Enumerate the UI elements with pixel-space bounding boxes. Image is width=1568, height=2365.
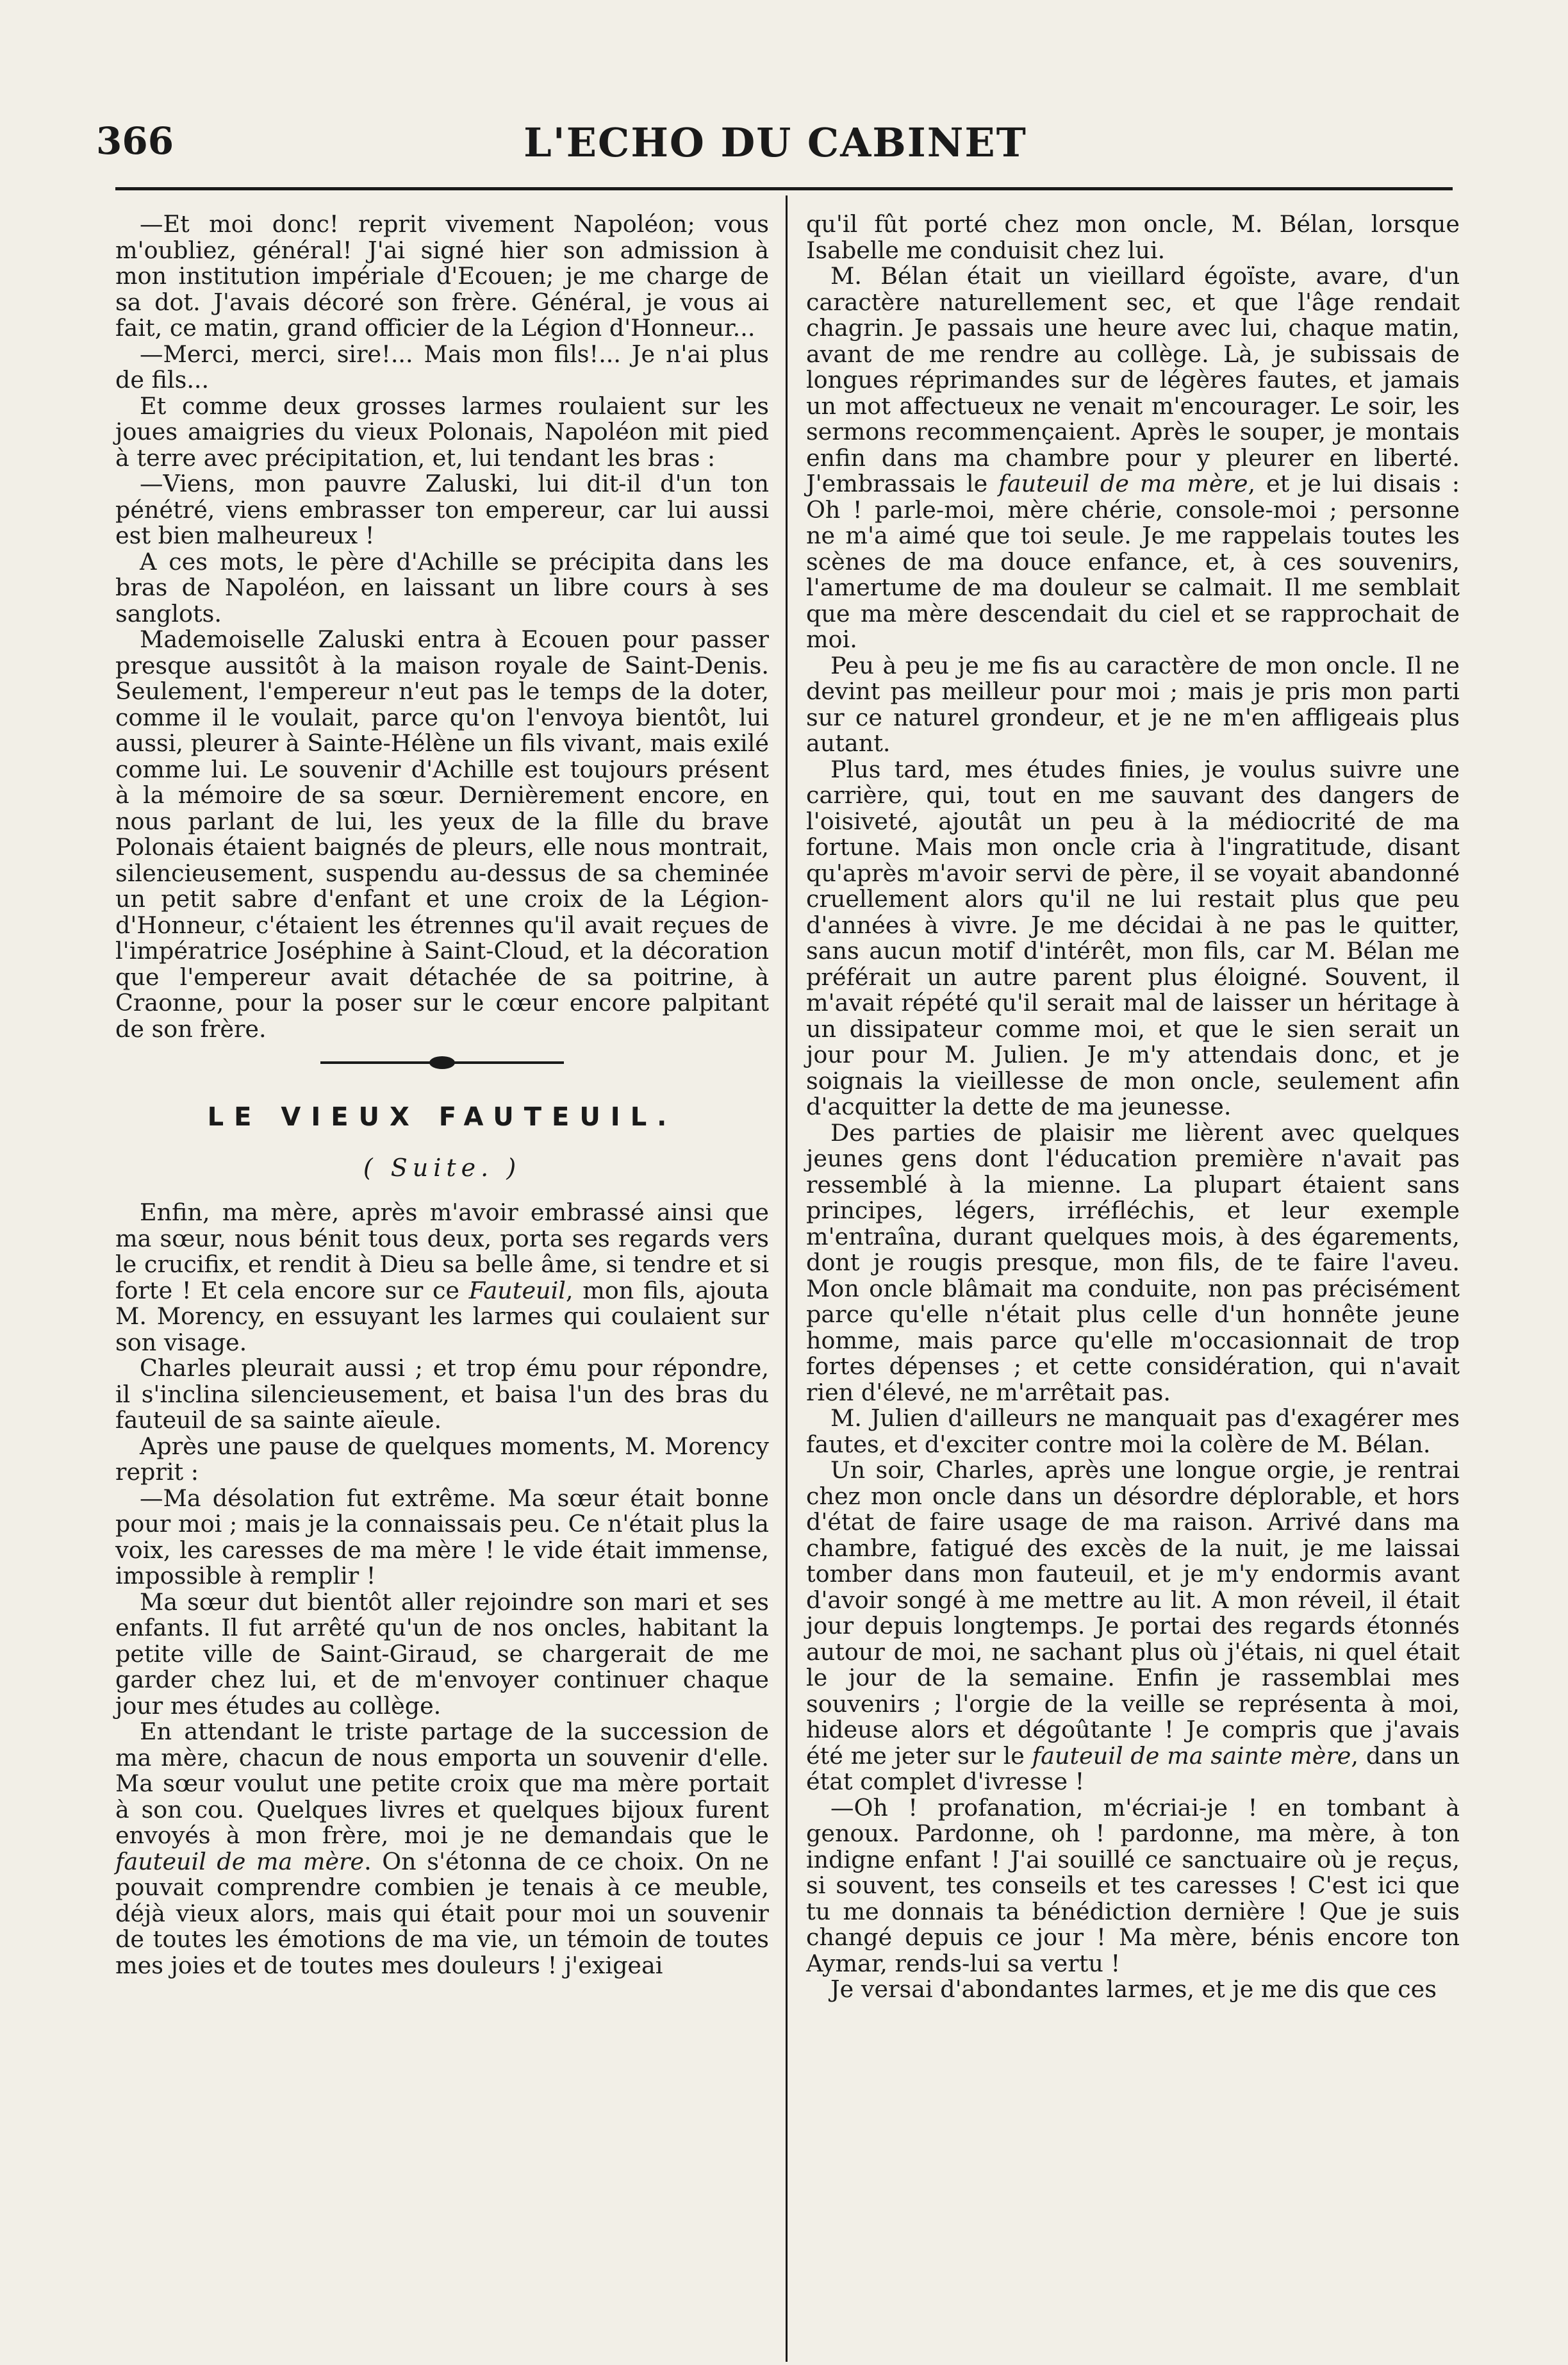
paragraph: A ces mots, le père d'Achille se précipita dans les bras de Napoléon, en laissant un libre cours à ses sanglots. xyxy=(115,547,769,627)
page-header xyxy=(96,106,1455,177)
paragraph: Enfin, ma mère, après m'avoir embrassé ainsi que ma sœur, nous bénit tous deux, porta ses regards vers le crucifix, et rendit à Dieu sa belle âme, si tendre et si forte ! Et cela encore sur ce Fauteuil, mon fils, ajouta M. Morency, en essuyant les larmes qui coulaient sur son visage. xyxy=(115,1199,769,1356)
paragraph: Peu à peu je me fis au caractère de mon oncle. Il ne devint pas meilleur pour moi ; mais je pris mon parti sur ce naturel grondeur, et je ne m'en affligeais plus autant. xyxy=(806,651,1460,757)
paragraph: Charles pleurait aussi ; et trop ému pour répondre, il s'inclina silencieusement, et baisa l'un des bras du fauteuil de sa sainte aïeule. xyxy=(115,1354,769,1434)
paragraph: En attendant le triste partage de la succession de ma mère, chacun de nous emporta un souvenir d'elle. Ma sœur voulut une petite croix que ma mère portait à son cou. Quelques livres et quelques bijoux furent envoyés à mon frère, moi je ne demandais que le fauteuil de ma mère. On s'étonna de ce choix. On ne pouvait comprendre combien je tenais à ce meuble, déjà vieux alors, mais qui était pour moi un souvenir de toutes les émotions de ma vie, un témoin de toutes mes joies et de toutes mes douleurs ! j'exigeai xyxy=(115,1718,769,1979)
paragraph: —Merci, merci, sire!... Mais mon fils!... Je n'ai plus de fils... xyxy=(115,340,769,394)
paragraph: —Viens, mon pauvre Zaluski, lui dit-il d'un ton pénétré, viens embrasser ton empereur, car lui aussi est bien malheureux ! xyxy=(115,470,769,549)
paragraph-continued: qu'il fût porté chez mon oncle, M. Bélan, lorsque Isabelle me conduisit chez lui. xyxy=(806,210,1460,264)
page-number: 366 xyxy=(96,119,174,163)
paragraph: Ma sœur dut bientôt aller rejoindre son mari et ses enfants. Il fut arrêté qu'un de nos oncles, habitant la petite ville de Saint-Giraud, se chargerait de me garder chez lui, et de m'envoyer continuer chaque jour mes études au collège. xyxy=(115,1588,769,1720)
paragraph: —Oh ! profanation, m'écriai-je ! en tombant à genoux. Pardonne, oh ! pardonne, ma mère, à ton indigne enfant ! J'ai souillé ce sanctuaire où je reçus, si souvent, tes conseils et tes caresses ! C'est ici que tu me donnais ta bénédiction dernière ! Que je suis changé depuis ce jour ! Ma mère, bénis encore ton Aymar, rends-lui sa vertu ! xyxy=(806,1793,1460,1977)
paragraph: Mademoiselle Zaluski entra à Ecouen pour passer presque aussitôt à la maison royale de Saint-Denis. Seulement, l'empereur n'eut pas le temps de la doter, comme il le voulait, parce qu'on l'envoya bientôt, lui aussi, pleurer à Sainte-Hélène un fils vivant, mais exilé comme lui. Le souvenir d'Achille est toujours présent à la mémoire de sa sœur. Dernièrement encore, en nous parlant de lui, les yeux de la fille du brave Polonais étaient baignés de pleurs, elle nous montrait, silencieusement, suspendu au-dessus de sa cheminée un petit sabre d'enfant et une croix de la Légion-d'Honneur, c'étaient les étrennes qu'il avait reçues de l'impératrice Joséphine à Saint-Cloud, et la décoration que l'empereur avait détachée de sa poitrine, à Craonne, pour la poser sur le cœur encore palpitant de son frère. xyxy=(115,626,769,1043)
paragraph: Un soir, Charles, après une longue orgie, je rentrai chez mon oncle dans un désordre déplorable, et hors d'état de faire usage de ma raison. Arrivé dans ma chambre, fatigué des excès de la nuit, je me laissai tomber dans mon fauteuil, et je m'y endormis avant d'avoir songé à me mettre au lit. A mon réveil, il était jour depuis longtemps. Je portai des regards étonnés autour de moi, ne sachant plus où j'étais, ni quel était le jour de la semaine. Enfin je rassemblai mes souvenirs ; l'orgie de la veille se représenta à moi, hideuse alors et dégoûtante ! Je compris que j'avais été me jeter sur le fauteuil de ma sainte mère, dans un état complet d'ivresse ! xyxy=(806,1456,1460,1795)
paragraph: Je versai d'abondantes larmes, et je me dis que ces xyxy=(830,1975,1437,2003)
paragraph: —Ma désolation fut extrême. Ma sœur était bonne pour moi ; mais je la connaissais peu. Ce n'était plus la voix, les caresses de ma mère ! le vide était immense, impossible à remplir ! xyxy=(115,1484,769,1589)
section-subtitle: ( Suite. ) xyxy=(363,1154,522,1182)
left-column xyxy=(115,212,769,2346)
paragraph: Et comme deux grosses larmes roulaient sur les joues amaigries du vieux Polonais, Napoléon mit pied à terre avec précipitation, et, lui tendant les bras : xyxy=(115,392,769,472)
ornamental-divider xyxy=(115,1042,769,1081)
section-title: LE VIEUX FAUTEUIL. xyxy=(207,1102,677,1132)
column-separator xyxy=(786,195,788,2362)
divider-ornament xyxy=(429,1056,455,1069)
paragraph: M. Julien d'ailleurs ne manquait pas d'exagérer mes fautes, et d'exciter contre moi la colère de M. Bélan. xyxy=(806,1404,1460,1458)
paragraph: M. Bélan était un vieillard égoïste, avare, d'un caractère naturellement sec, et que l'âge rendait chagrin. Je passais une heure avec lui, chaque matin, avant de me rendre au collège. Là, je subissais de longues réprimandes sur de légères fautes, et jamais un mot affectueux ne venait m'encourager. Le soir, les sermons recommençaient. Après le souper, je montais enfin dans ma chambre pour y pleurer en liberté. J'embrassais le fauteuil de ma mère, et je lui disais : Oh ! parle-moi, mère chérie, console-moi ; personne ne m'a aimé que toi seule. Je me rappelais toutes les scènes de ma douce enfance, et, à ces souvenirs, l'amertume de ma douleur se calmait. Il me semblait que ma mère descendait du ciel et se rapprochait de moi. xyxy=(806,262,1460,653)
right-column xyxy=(806,212,1460,2346)
paragraph: —Et moi donc! reprit vivement Napoléon; vous m'oubliez, général! J'ai signé hier son admission à mon institution impériale d'Ecouen; je me charge de sa dot. J'avais décoré son frère. Général, je vous ai fait, ce matin, grand officier de la Légion d'Honneur... xyxy=(115,210,769,342)
paragraph: Des parties de plaisir me lièrent avec quelques jeunes gens dont l'éducation première n'avait pas ressemblé à la mienne. La plupart étaient sans principes, légers, irréfléchis, et leur exemple m'entraîna, durant quelques mois, à des égarements, dont je rougis presque, mon fils, de te faire l'aveu. Mon oncle blâmait ma conduite, non pas précisément parce qu'elle n'était plus celle d'un honnête jeune homme, mais parce qu'elle m'occasionnait de trop fortes dépenses ; et cette considération, qui n'avait rien d'élevé, ne m'arrêtait pas. xyxy=(806,1118,1460,1406)
paragraph: Plus tard, mes études finies, je voulus suivre une carrière, qui, tout en me sauvant des dangers de l'oisiveté, ajoutât un peu à la médiocrité de ma fortune. Mais mon oncle cria à l'ingratitude, disant qu'après m'avoir servi de père, il se voyait abandonné cruellement alors qu'il ne lui restait plus que peu d'années à vivre. Je me décidai à ne pas le quitter, sans aucun motif d'intérêt, mon fils, car M. Bélan me préférait un autre parent plus éloigné. Souvent, il m'avait répété qu'il serait mal de laisser un héritage à un dissipateur comme moi, et que le sien serait un jour pour M. Julien. Je m'y attendais donc, et je soignais la vieillesse de mon oncle, seulement afin d'acquitter la dette de ma jeunesse. xyxy=(806,755,1460,1120)
paragraph: Après une pause de quelques moments, M. Morency reprit : xyxy=(115,1432,769,1486)
running-title: L'ECHO DU CABINET xyxy=(524,119,1027,166)
header-rule xyxy=(115,187,1453,190)
